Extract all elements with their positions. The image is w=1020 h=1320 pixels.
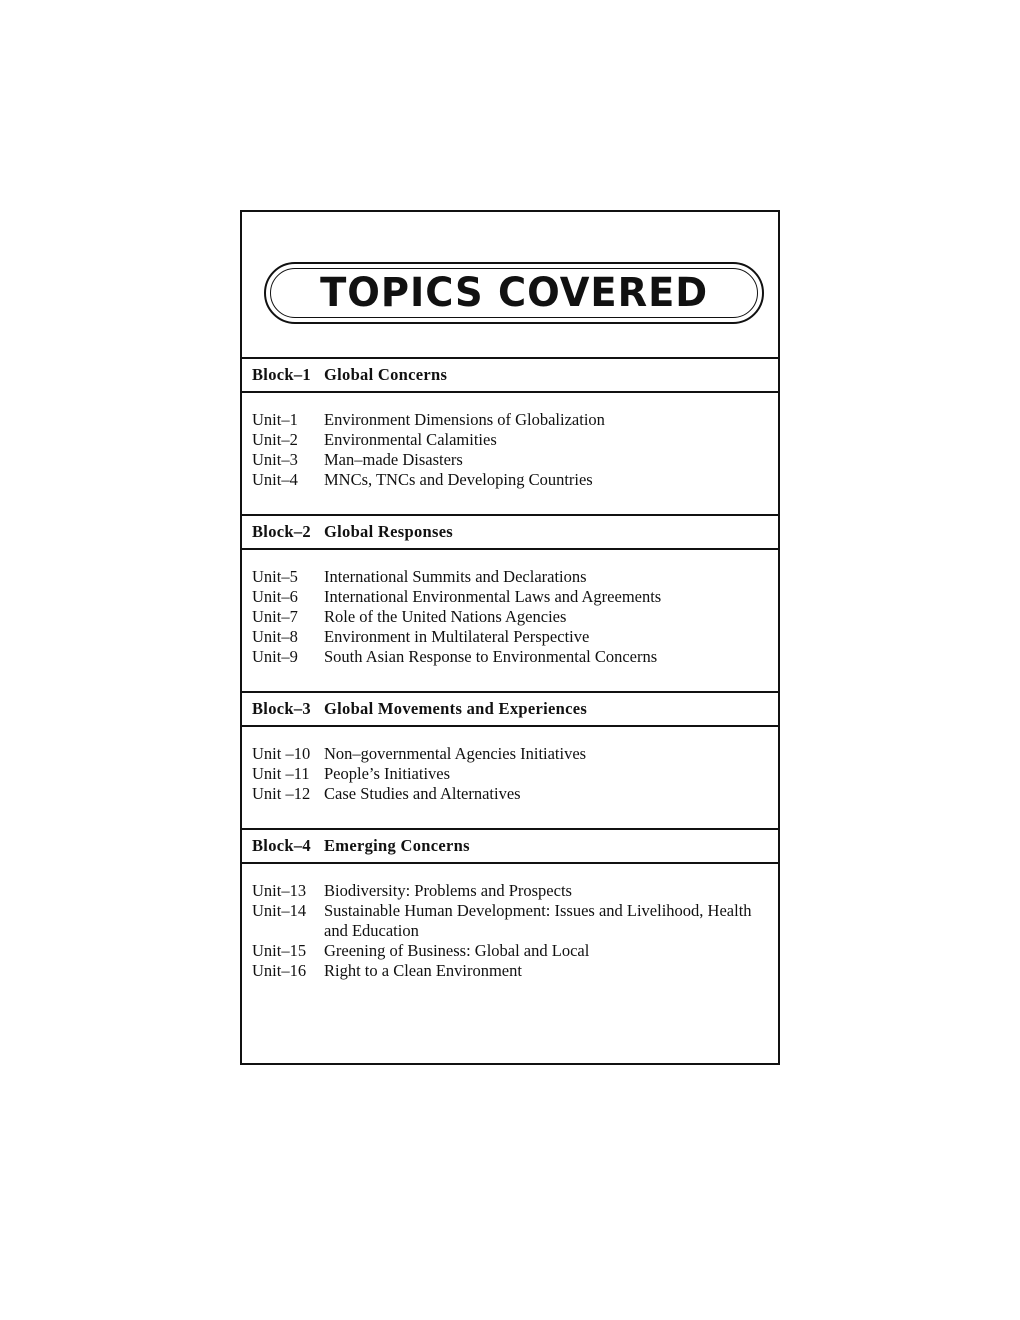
unit-code: Unit–1: [252, 410, 298, 429]
unit-code: Unit–13: [252, 881, 307, 900]
unit-title: Environment in Multilateral Perspective: [324, 627, 590, 646]
unit-code: Unit –10: [252, 744, 311, 763]
unit-row: [242, 470, 778, 490]
unit-code: Unit–9: [252, 647, 298, 666]
unit-code: Unit –11: [252, 764, 310, 783]
block-name: Global Responses: [324, 522, 454, 541]
unit-code: Unit–5: [252, 567, 298, 586]
unit-row: [242, 961, 778, 981]
unit-title: Role of the United Nations Agencies: [324, 607, 567, 626]
unit-title: MNCs, TNCs and Developing Countries: [324, 470, 593, 489]
unit-row: [242, 647, 778, 667]
unit-code: Unit–16: [252, 961, 307, 980]
unit-row: [242, 744, 778, 764]
unit-row: [242, 901, 778, 941]
unit-title: South Asian Response to Environmental Concerns: [324, 647, 658, 666]
unit-title: International Environmental Laws and Agreements: [324, 587, 662, 606]
unit-row: [242, 567, 778, 587]
block-header-3: [242, 691, 778, 727]
unit-list-1: [242, 393, 778, 514]
unit-code: Unit–15: [252, 941, 307, 960]
unit-row: [242, 784, 778, 804]
unit-title: People’s Initiatives: [324, 764, 451, 783]
unit-list-2: [242, 550, 778, 691]
unit-row: [242, 410, 778, 430]
title-banner-inner: [270, 268, 758, 318]
unit-code: Unit–2: [252, 430, 298, 449]
unit-title: International Summits and Declarations: [324, 567, 587, 586]
unit-code: Unit –12: [252, 784, 311, 803]
unit-row: [242, 587, 778, 607]
block-header-4: [242, 828, 778, 864]
unit-code: Unit–4: [252, 470, 298, 489]
block-code: Block–1: [252, 365, 311, 384]
unit-code: Unit–6: [252, 587, 298, 606]
block-name: Emerging Concerns: [324, 836, 470, 855]
title-area: [242, 212, 778, 357]
block-code: Block–4: [252, 836, 311, 855]
unit-title: Case Studies and Alternatives: [324, 784, 521, 803]
block-code: Block–3: [252, 699, 311, 718]
block-name: Global Movements and Experiences: [324, 699, 588, 718]
unit-row: [242, 764, 778, 784]
unit-title: Environment Dimensions of Globalization: [324, 410, 605, 429]
block-code: Block–2: [252, 522, 311, 541]
unit-row: [242, 627, 778, 647]
block-name: Global Concerns: [324, 365, 448, 384]
unit-title: Non–governmental Agencies Initiatives: [324, 744, 587, 763]
unit-title: Environmental Calamities: [324, 430, 497, 449]
unit-title: Biodiversity: Problems and Prospects: [324, 881, 572, 900]
unit-code: Unit–7: [252, 607, 298, 626]
unit-title: Greening of Business: Global and Local: [324, 941, 590, 960]
unit-title: Sustainable Human Development: Issues and Livelihood, Health and Education: [324, 901, 752, 940]
topics-frame: [240, 210, 780, 1065]
unit-list-3: [242, 727, 778, 828]
unit-code: Unit–3: [252, 450, 298, 469]
unit-code: Unit–8: [252, 627, 298, 646]
unit-row: [242, 941, 778, 961]
unit-list-4: [242, 864, 778, 981]
unit-row: [242, 881, 778, 901]
unit-row: [242, 430, 778, 450]
title-banner: [264, 262, 764, 324]
unit-code: Unit–14: [252, 901, 307, 920]
unit-row: [242, 450, 778, 470]
block-header-1: [242, 357, 778, 393]
unit-title: Man–made Disasters: [324, 450, 463, 469]
block-header-2: [242, 514, 778, 550]
unit-row: [242, 607, 778, 627]
page-title: TOPICS COVERED: [319, 270, 709, 316]
unit-title: Right to a Clean Environment: [324, 961, 522, 980]
